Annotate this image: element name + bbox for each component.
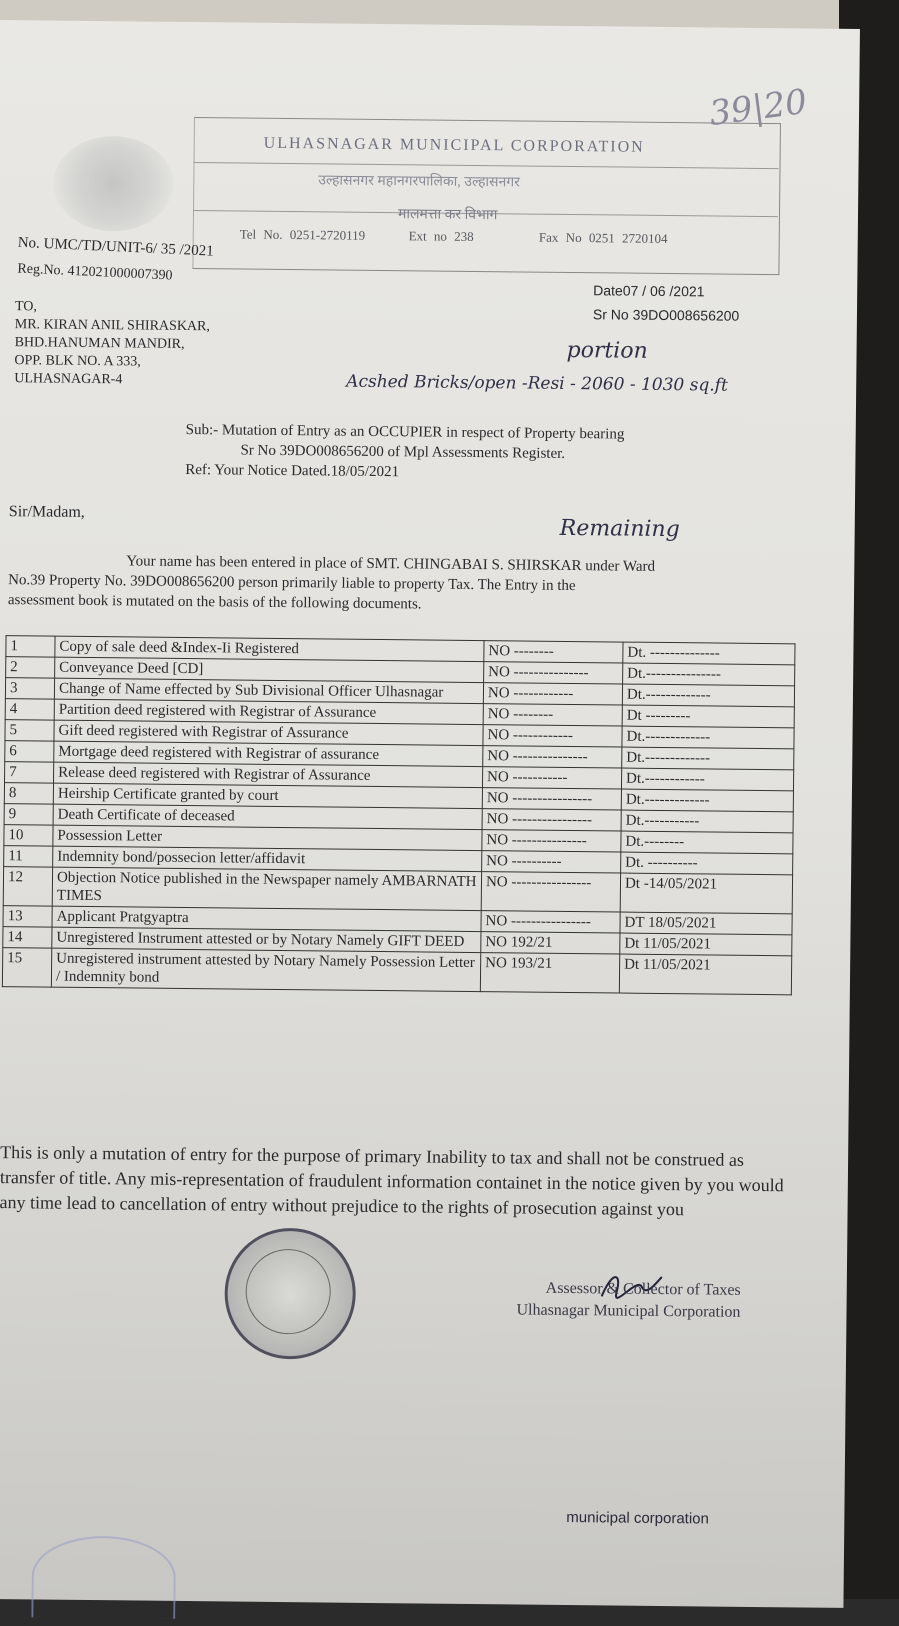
addressee-to: TO, [14,299,37,315]
doc-status: NO 192/21 [481,932,620,954]
doc-status: NO --------------- [484,662,623,684]
registration-number: Reg.No. 412021000007390 [17,261,173,284]
serial-number: Sr No 39DO008656200 [592,306,740,324]
doc-name: Gift deed registered with Registrar of Assurance [54,720,483,745]
doc-number: 9 [4,804,53,826]
body-paragraph [8,550,799,618]
addressee-address: OPP. BLK NO. A 333, [14,353,141,370]
fax-number: Fax No 0251 2720104 [538,229,668,247]
doc-number: 8 [4,783,53,805]
doc-status: NO --------------- [483,746,622,768]
doc-date: Dt.------------- [622,684,794,707]
doc-name: Applicant Pratgyaptra [52,906,481,931]
doc-number: 15 [2,948,51,988]
bottom-seal-icon [31,1535,176,1619]
doc-name: Heirship Certificate granted by court [53,783,482,808]
doc-number: 5 [5,720,54,742]
doc-date: Dt.----------- [621,810,793,833]
reference-number: No. UMC/TD/UNIT-6/ 35 /2021 [17,234,215,260]
doc-name: Change of Name effected by Sub Divisional Officer Ulhasnagar [54,678,483,703]
official-seal-icon [224,1227,356,1359]
body-line: Your name has been entered in place of SMT. CHINGABAI S. SHIRSKAR under Ward [126,553,656,575]
doc-date: Dt -14/05/2021 [620,873,792,914]
addressee-block [14,298,210,390]
addressee-city: ULHASNAGAR-4 [14,371,123,388]
doc-date: Dt --------- [622,705,794,728]
doc-status: NO --------------- [482,830,621,852]
doc-date: Dt.--------------- [623,663,795,686]
doc-name: Conveyance Deed [CD] [55,657,484,682]
signatory-title: Assessor & Collector of Taxes [545,1279,741,1299]
subject-serial: Sr No 39DO008656200 of Mpl Assessments Register. [240,442,566,462]
doc-status: NO -------- [483,704,622,726]
doc-status: NO -------- [484,641,623,663]
doc-name: Unregistered Instrument attested or by Notary Namely GIFT DEED [52,927,481,952]
corporation-name: ULHASNAGAR MUNICIPAL CORPORATION [263,134,645,156]
addressee-name: MR. KIRAN ANIL SHIRASKAR, [14,317,211,335]
doc-date: Dt.------------- [621,789,793,812]
bottom-stamp-text: municipal corporation [566,1509,710,1528]
doc-number: 12 [3,867,52,907]
doc-name: Copy of sale deed &Index-Ii Registered [55,636,484,661]
handwritten-portion: portion [566,337,648,364]
doc-number: 14 [3,927,52,949]
doc-date: DT 18/05/2021 [620,912,792,935]
subject-reference: Ref: Your Notice Dated.18/05/2021 [185,461,400,481]
doc-name: Objection Notice published in the Newspaper namely AMBARNATH TIMES [52,867,481,910]
doc-date: Dt.------------- [622,726,794,749]
doc-name: Partition deed registered with Registrar of Assurance [54,699,483,724]
doc-status: NO ---------- [482,851,621,873]
doc-name: Death Certificate of deceased [53,804,482,829]
doc-status: NO ---------------- [482,809,621,831]
doc-date: Dt. -------------- [623,642,795,665]
doc-number: 13 [3,906,52,928]
doc-number: 6 [5,741,54,763]
doc-status: NO ------------ [483,725,622,747]
doc-date: Dt.-------- [621,831,793,854]
disclaimer-text: This is only a mutation of entry for the purpose of primary Inability to tax and shall not be construed as transfer of title. Any mis-representation of fraudulent information containet in the notice given by you would any time lead to cancellation of entry without prejudice to the rights of prosecution against you [0,1142,784,1220]
subject-block [185,420,624,485]
doc-number: 7 [5,762,54,784]
handwritten-remaining: Remaining [559,515,680,543]
doc-number: 11 [4,846,53,868]
doc-status: NO ------------ [483,683,622,705]
doc-date: Dt 11/05/2021 [620,933,792,956]
department-name: मालमत्ता कर विभाग [397,207,498,224]
corner-handwriting: 39|20 [706,81,810,135]
documents-table [2,635,796,995]
doc-status: NO ----------- [482,767,621,789]
addressee-address: BHD.HANUMAN MANDIR, [14,335,185,352]
corporation-logo-icon [53,136,174,232]
corporation-name-marathi: उल्हासनगर महानगरपालिका, उल्हासनगर [318,173,521,191]
doc-number: 3 [5,678,54,700]
doc-name: Possession Letter [53,825,482,850]
doc-status: NO ---------------- [482,788,621,810]
doc-name: Indemnity bond/possecion letter/affidavit [53,846,482,871]
ext-number: Ext no 238 [408,228,474,244]
doc-number: 2 [6,657,55,679]
doc-date: Dt.------------- [622,747,794,770]
tel-number: Tel No. 0251-2720119 [239,226,366,243]
doc-name: Release deed registered with Registrar of Assurance [54,762,483,787]
subject-line: Sub:- Mutation of Entry as an OCCUPIER in respect of Property bearing [185,421,625,443]
doc-status: NO 193/21 [480,953,619,993]
doc-status: NO ---------------- [481,872,620,912]
doc-date: Dt. ---------- [621,852,793,875]
doc-number: 10 [4,825,53,847]
doc-name: Mortgage deed registered with Registrar of assurance [54,741,483,766]
doc-status: NO ---------------- [481,911,620,933]
doc-number: 1 [6,636,55,658]
salutation: Sir/Madam, [8,503,85,521]
doc-number: 4 [5,699,54,721]
doc-date: Dt.------------ [621,768,793,791]
table-row [2,948,791,995]
body-line: assessment book is mutated on the basis of the following documents. [7,592,422,613]
document-page [0,20,860,1608]
signatory-block [516,1277,740,1323]
signatory-organization: Ulhasnagar Municipal Corporation [516,1301,741,1321]
doc-date: Dt 11/05/2021 [619,954,791,995]
letter-date: Date07 / 06 /2021 [593,282,705,300]
handwritten-property-details: Acshed Bricks/open -Resi - 2060 - 1030 sq.ft [346,371,728,396]
body-line: No.39 Property No. 39DO008656200 person primarily liable to property Tax. The Entry in the [8,572,576,595]
doc-name: Unregistered instrument attested by Notary Namely Possession Letter / Indemnity bond [51,948,480,991]
